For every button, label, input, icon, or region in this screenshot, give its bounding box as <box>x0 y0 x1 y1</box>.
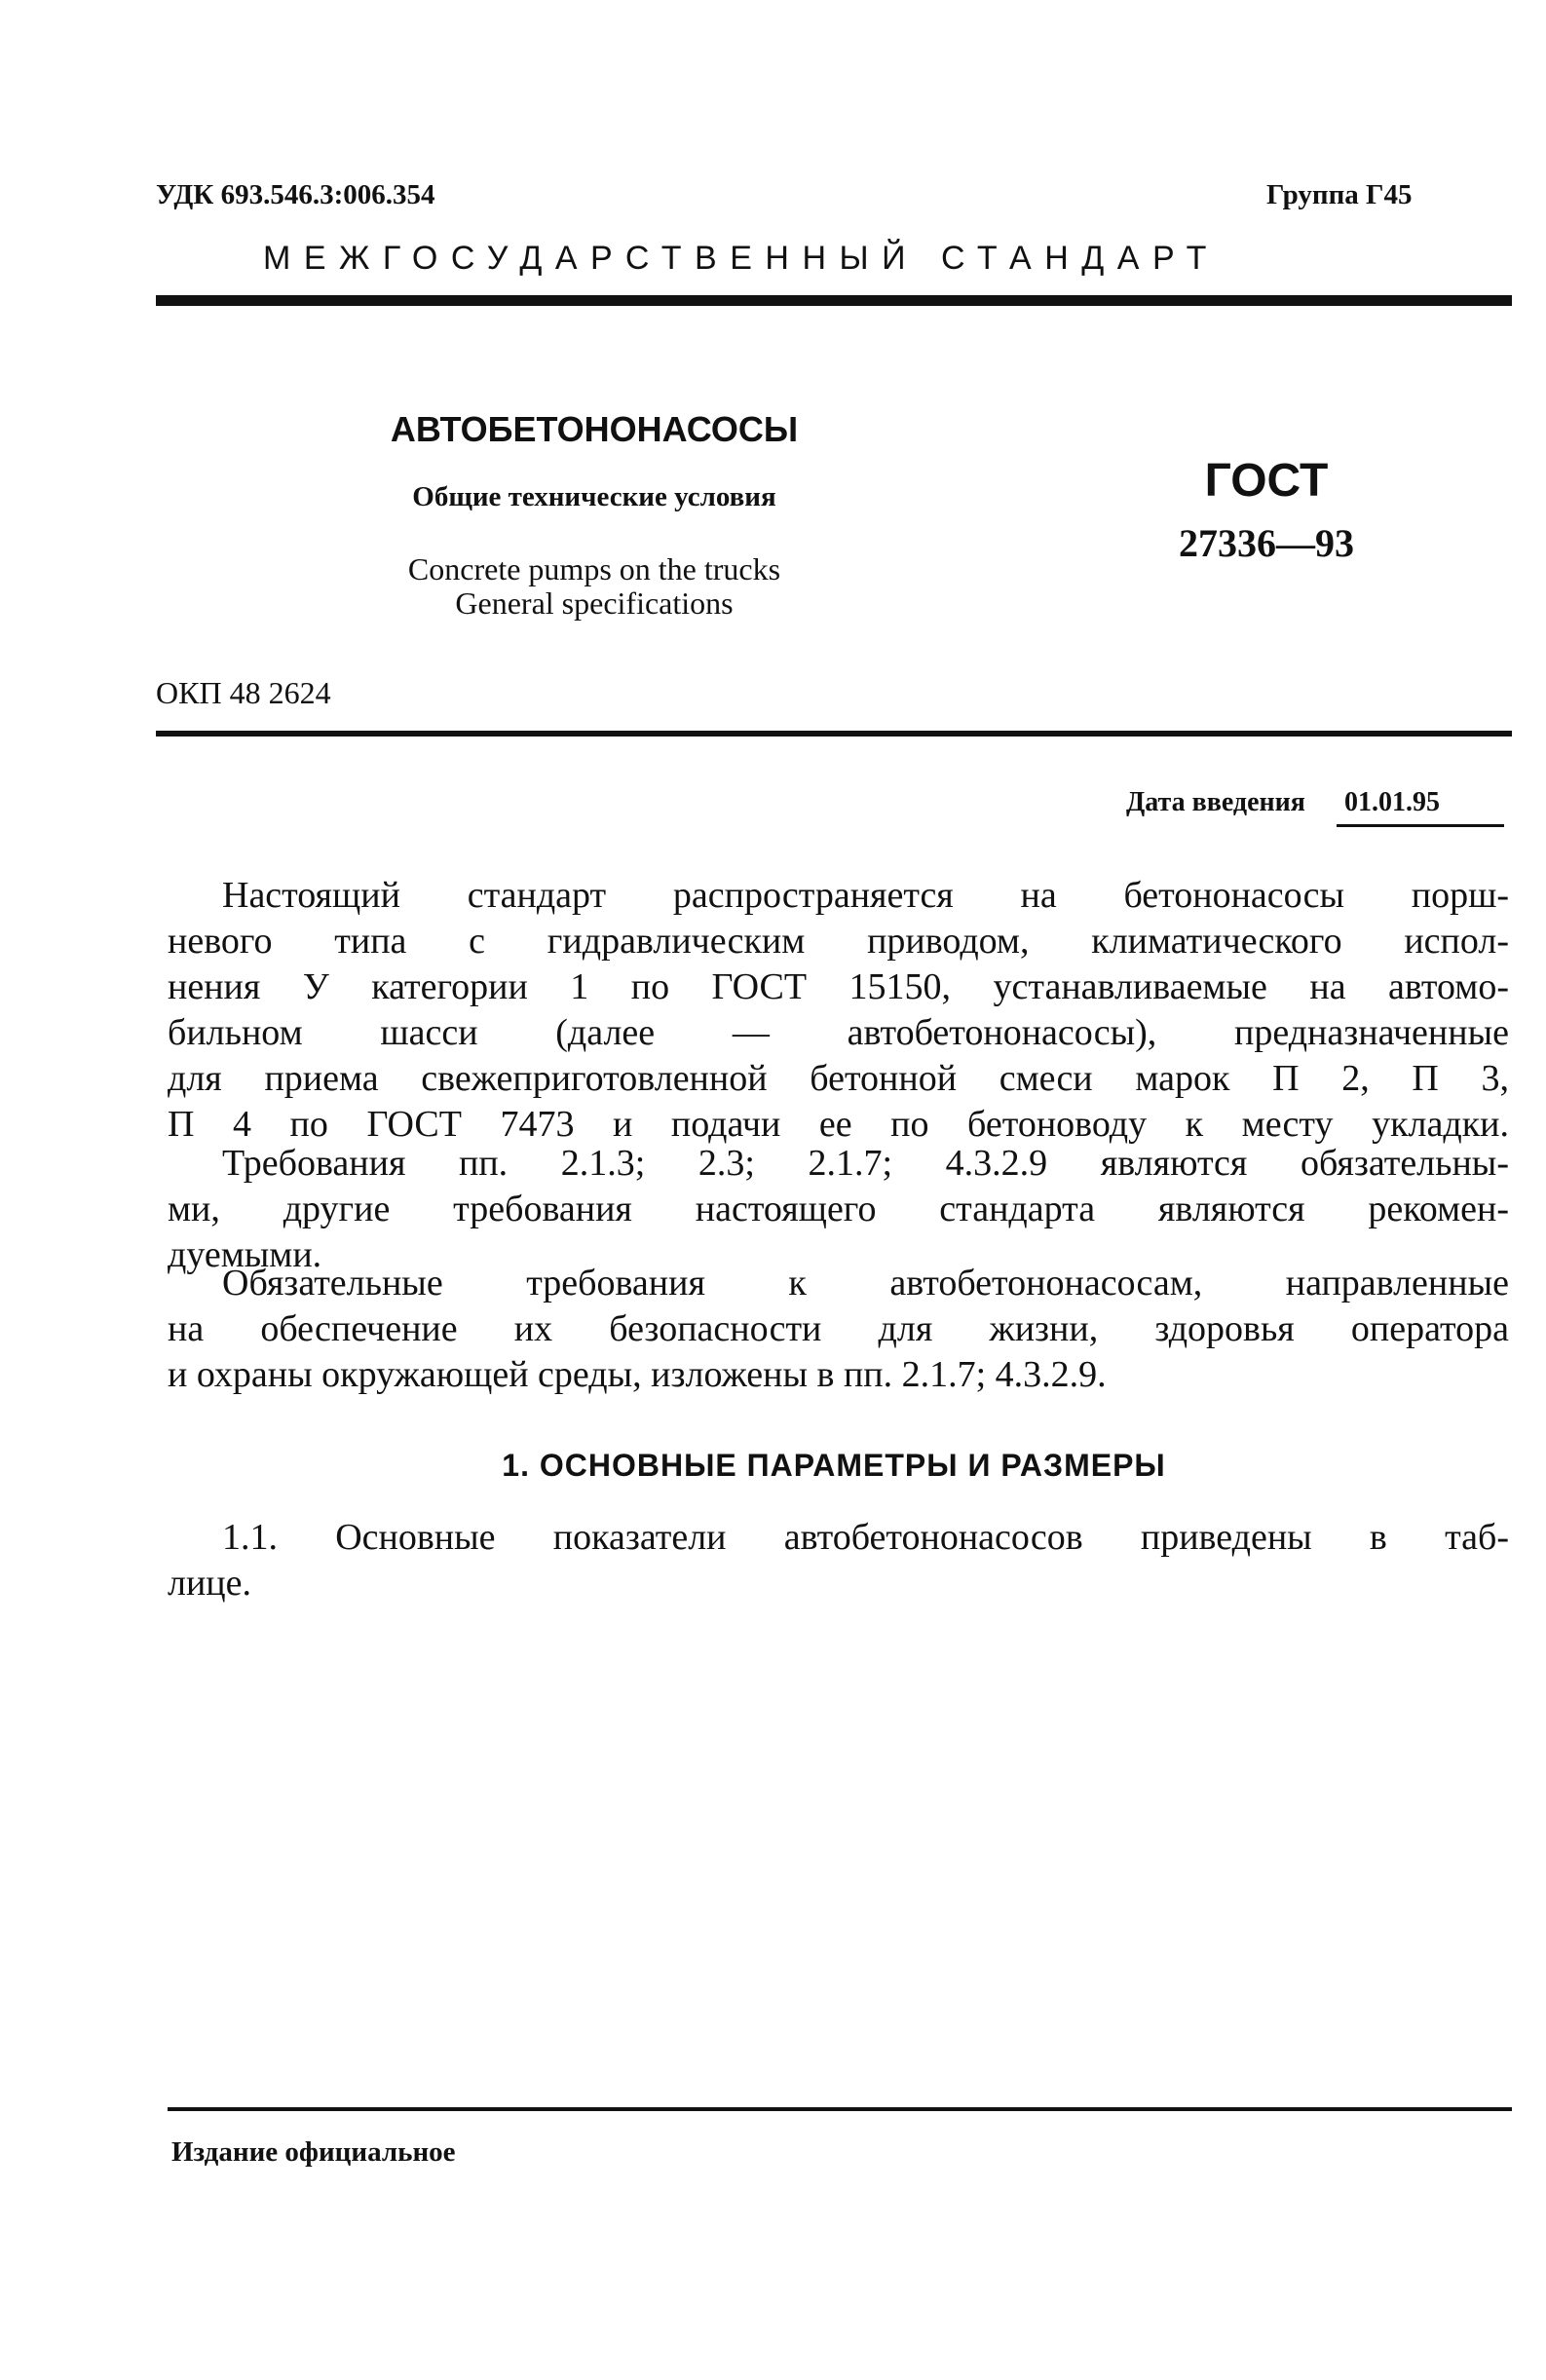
text-line: нения У категории 1 по ГОСТ 15150, устанавливаемые на автомо- <box>168 966 1509 1007</box>
text-line: бильном шасси (далее — автобетононасосы), предназначенные <box>168 1012 1509 1053</box>
english-title-line-2: General specifications <box>455 586 734 621</box>
english-title-line-1: Concrete pumps on the trucks <box>407 551 781 586</box>
group-code: Группа Г45 <box>1266 179 1413 210</box>
product-subtitle: Общие технические условия <box>412 481 776 512</box>
section-heading: 1. ОСНОВНЫЕ ПАРАМЕТРЫ И РАЗМЕРЫ <box>502 1448 1166 1483</box>
text-line: 1.1. Основные показатели автобетононасосов приведены в таб- <box>222 1517 1509 1558</box>
text-line: для приема свежеприготовленной бетонной смеси марок П 2, П 3, <box>168 1058 1509 1099</box>
text-line: Обязательные требования к автобетононасосам, направленные <box>222 1263 1509 1303</box>
title-block-rule <box>156 731 1512 737</box>
text-line: ми, другие требования настоящего стандарта являются рекомен- <box>168 1189 1509 1229</box>
introduction-date-label: Дата введения <box>1126 787 1305 817</box>
text-line: лице. <box>168 1563 252 1604</box>
text-line: Требования пп. 2.1.3; 2.3; 2.1.7; 4.3.2.9 являются обязательны- <box>222 1143 1509 1184</box>
text-line: дуемыми. <box>168 1234 322 1275</box>
text-line: и охраны окружающей среды, изложены в пп. 2.1.7; 4.3.2.9. <box>168 1354 1107 1395</box>
interstate-standard-heading: МЕЖГОСУДАРСТВЕННЫЙ СТАНДАРТ <box>263 240 1220 277</box>
header-rule <box>156 295 1512 306</box>
product-title: АВТОБЕТОНОНАСОСЫ <box>390 409 799 449</box>
text-line: П 4 по ГОСТ 7473 и подачи ее по бетоноводу к месту укладки. <box>168 1104 1509 1145</box>
text-line: невого типа с гидравлическим приводом, климатического испол- <box>168 921 1509 962</box>
mandatory-requirements-paragraph <box>168 1261 1509 1398</box>
scope-paragraph <box>168 873 1509 1148</box>
edition-note: Издание официальное <box>171 2136 456 2168</box>
requirements-paragraph <box>168 1141 1509 1278</box>
footer-rule <box>168 2107 1512 2111</box>
text-line: на обеспечение их безопасности для жизни, здоровья оператора <box>168 1308 1509 1349</box>
introduction-date-value: 01.01.95 <box>1344 787 1440 817</box>
udk-code: УДК 693.546.3:006.354 <box>156 179 435 210</box>
text-line: Настоящий стандарт распространяется на бетононасосы порш- <box>222 875 1509 916</box>
gost-label: ГОСТ <box>1204 455 1329 507</box>
gost-number: 27336—93 <box>1179 521 1354 565</box>
okp-code: ОКП 48 2624 <box>156 675 331 710</box>
clause-1-1-paragraph <box>168 1515 1509 1606</box>
introduction-date-underline <box>1337 824 1504 827</box>
